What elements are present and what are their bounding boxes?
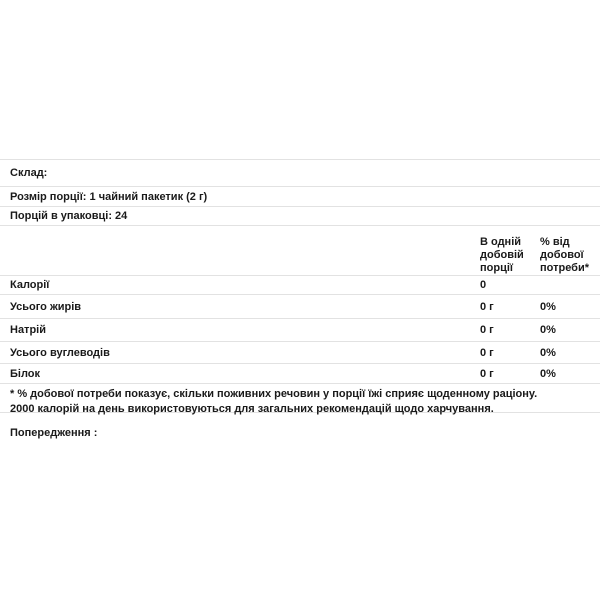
servings-per-pack-label: Порцій в упаковці: 24	[10, 210, 128, 222]
nutrient-amount: 0 г	[480, 324, 494, 336]
nutrient-daily-value: 0%	[540, 346, 556, 359]
warning-label: Попередження :	[10, 427, 98, 439]
ingredients-row	[0, 159, 600, 186]
nutrient-daily-value: 0%	[540, 367, 556, 380]
nutrient-row-protein	[0, 363, 600, 383]
nutrient-label: Калорії	[10, 279, 50, 291]
nutrient-label: Білок	[10, 367, 41, 380]
serving-size-row	[0, 186, 600, 206]
table-header-row	[0, 225, 600, 275]
nutrient-amount: 0	[480, 279, 487, 291]
daily-value-column-header: % від добової потреби*	[540, 236, 590, 274]
nutrient-row-total-fat	[0, 294, 600, 318]
nutrient-label: Усього вуглеводів	[10, 346, 110, 359]
nutrient-row-total-carbs	[0, 341, 600, 363]
nutrient-row-calories	[0, 275, 600, 294]
servings-per-pack-row	[0, 206, 600, 225]
serving-size-label: Розмір порції: 1 чайний пакетик (2 г)	[10, 190, 208, 203]
nutrient-label: Усього жирів	[10, 300, 82, 313]
nutrient-daily-value: 0%	[540, 300, 556, 313]
nutrient-amount: 0 г	[480, 300, 494, 313]
footnote-line-2: 2000 калорій на день використовуються для загальних рекомендацій щодо харчування.	[10, 403, 494, 415]
nutrient-amount: 0 г	[480, 346, 494, 359]
nutrient-label: Натрій	[10, 324, 46, 336]
nutrient-row-sodium	[0, 318, 600, 341]
daily-value-footnote	[0, 383, 600, 413]
amount-column-header: В одній добовій порції	[480, 236, 524, 274]
nutrient-daily-value: 0%	[540, 324, 556, 336]
nutrient-amount: 0 г	[480, 367, 494, 380]
footnote-line-1: * % добової потреби показує, скільки поживних речовин у порції їжі сприяє щоденному раціону.	[10, 388, 538, 400]
ingredients-label: Склад:	[10, 167, 48, 179]
